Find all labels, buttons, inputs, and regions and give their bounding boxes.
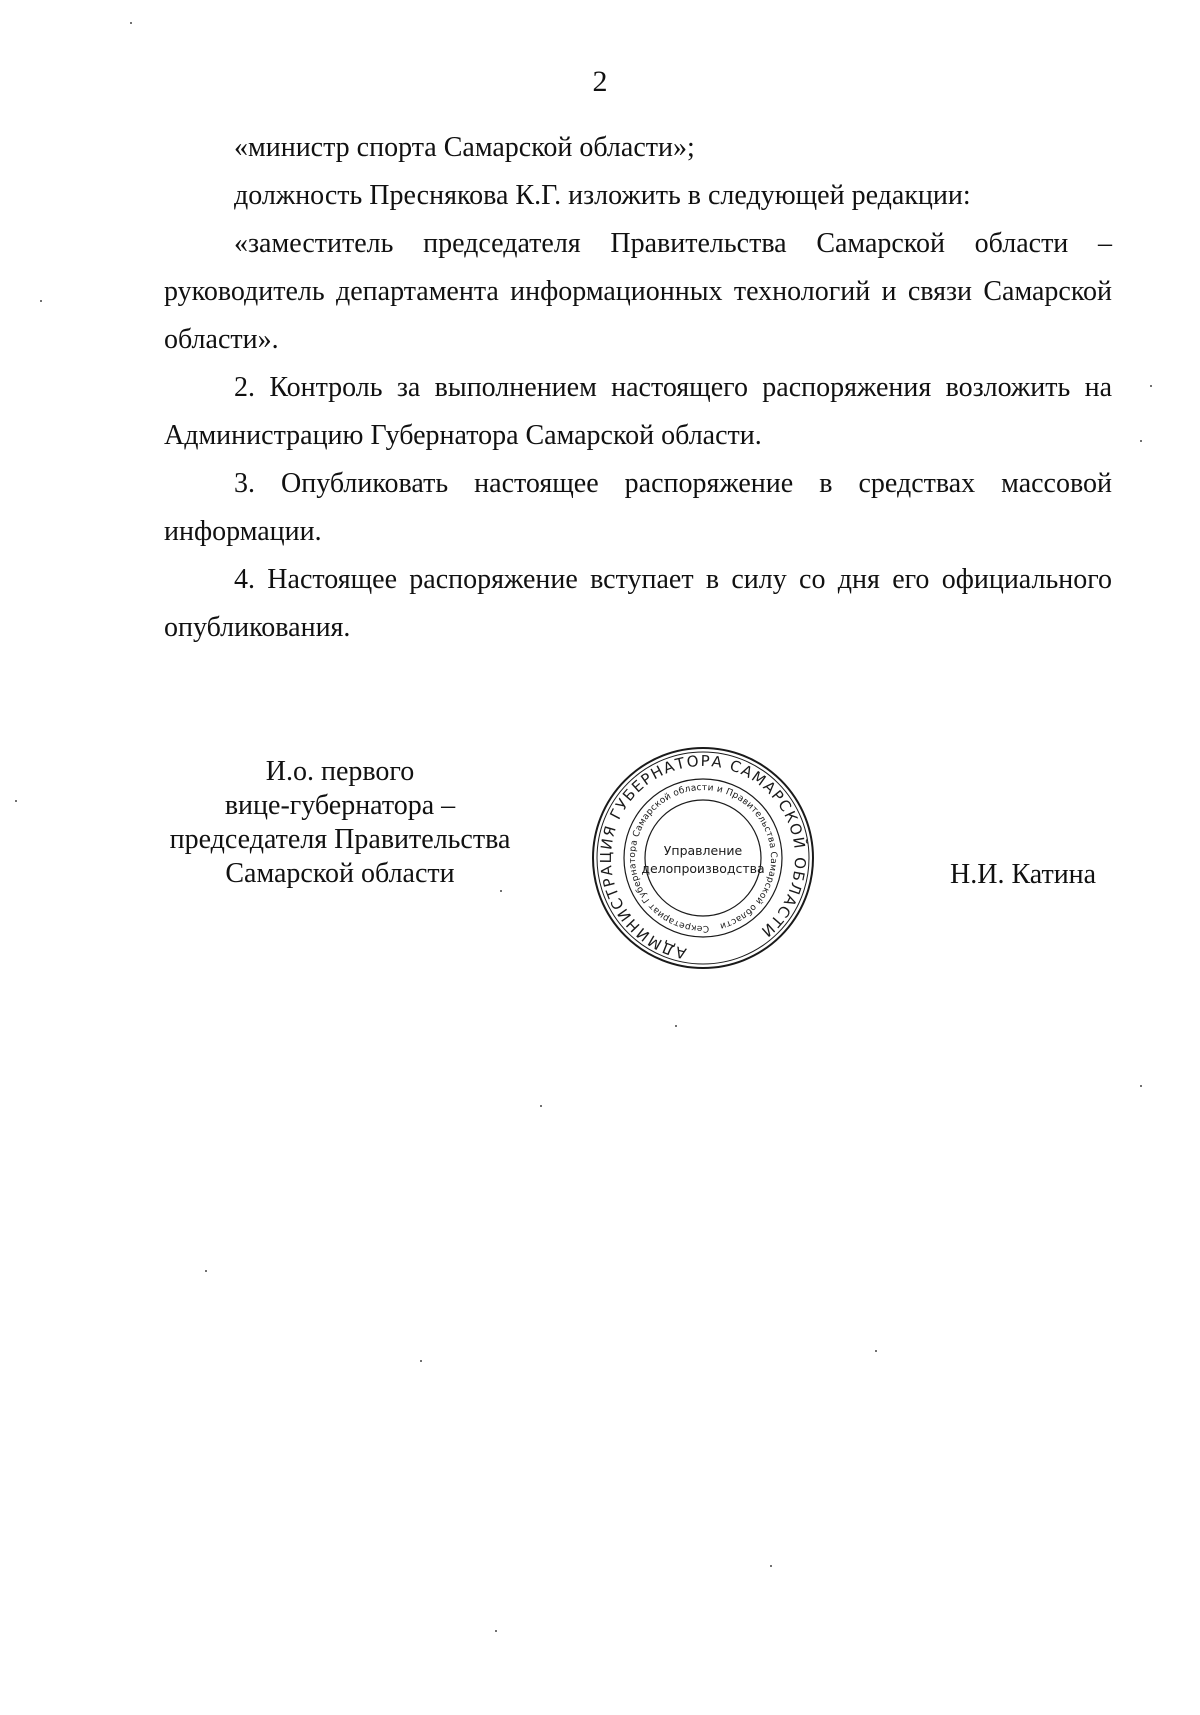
paragraph-item-2: 2. Контроль за выполнением настоящего распоряжения возложить на Администрацию Губернатора Самарской области. — [164, 372, 1112, 451]
scan-speck — [495, 1630, 497, 1632]
stamp-center-line-1: Управление — [663, 843, 743, 858]
scan-speck — [675, 1025, 677, 1027]
document-body — [164, 124, 1112, 652]
paragraph-position-change: должность Преснякова К.Г. изложить в следующей редакции: — [234, 180, 971, 211]
svg-text:Секретариат Губернатора Самарс — [622, 777, 785, 940]
page-number: 2 — [592, 65, 608, 98]
paragraph-item-4: 4. Настоящее распоряжение вступает в силу со дня его официального опубликования. — [164, 564, 1112, 643]
scan-speck — [15, 800, 17, 802]
paragraph-deputy-title: «заместитель председателя Правительства Самарской области – руководитель департамента информационных технологий и связи Самарской области». — [164, 228, 1112, 355]
signatory-title-line: Самарской области — [225, 858, 455, 889]
scan-speck — [205, 1270, 207, 1272]
scan-speck — [1150, 385, 1152, 387]
scan-speck — [40, 300, 42, 302]
paragraph-minister-title: «министр спорта Самарской области»; — [234, 132, 695, 163]
scan-speck — [1140, 440, 1142, 442]
signatory-title-line: И.о. первого — [265, 756, 415, 787]
signer-name: Н.И. Катина — [950, 859, 1097, 890]
scan-speck — [420, 1360, 422, 1362]
scan-speck — [500, 890, 502, 892]
scan-speck — [875, 1350, 877, 1352]
signatory-title-line: вице-губернатора – — [224, 790, 456, 821]
scan-speck — [540, 1105, 542, 1107]
signatory-title-line: председателя Правительства — [169, 824, 511, 855]
scan-speck — [130, 22, 132, 24]
signatory-title — [150, 755, 530, 891]
svg-text:АДМИНИСТРАЦИЯ ГУБЕРНАТОРА САМА — [588, 743, 818, 973]
stamp-outer-text: АДМИНИСТРАЦИЯ ГУБЕРНАТОРА САМАРСКОЙ ОБЛАСТИ — [596, 751, 810, 963]
stamp-center-line-2: делопроизводства — [641, 861, 765, 876]
scan-speck — [1140, 1085, 1142, 1087]
stamp-inner-text: Секретариат Губернатора Самарской области и Правительства Самарской области — [627, 782, 779, 934]
scan-speck — [770, 1565, 772, 1567]
official-stamp — [588, 743, 818, 973]
paragraph-item-3: 3. Опубликовать настоящее распоряжение в средствах массовой информации. — [164, 468, 1112, 547]
